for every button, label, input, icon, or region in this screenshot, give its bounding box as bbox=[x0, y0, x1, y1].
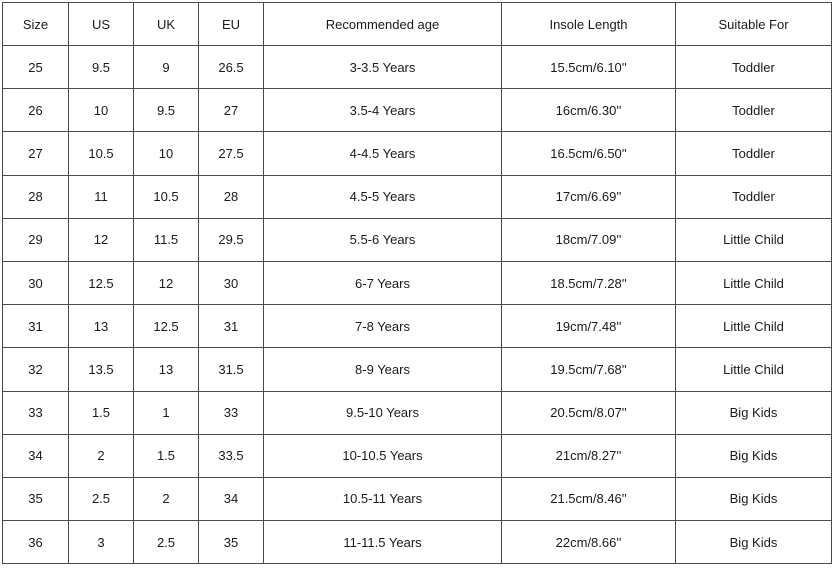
table-row bbox=[3, 132, 832, 175]
cell-size: 34 bbox=[3, 434, 69, 477]
cell-uk: 11.5 bbox=[134, 218, 199, 261]
cell-suitable-for: Little Child bbox=[676, 348, 832, 391]
cell-recommended-age: 11-11.5 Years bbox=[264, 521, 502, 564]
cell-size: 28 bbox=[3, 175, 69, 218]
size-chart-table bbox=[2, 2, 832, 564]
header-row bbox=[3, 3, 832, 46]
cell-recommended-age: 6-7 Years bbox=[264, 261, 502, 304]
cell-eu: 35 bbox=[199, 521, 264, 564]
cell-recommended-age: 3.5-4 Years bbox=[264, 89, 502, 132]
cell-uk: 9 bbox=[134, 46, 199, 89]
cell-recommended-age: 8-9 Years bbox=[264, 348, 502, 391]
cell-insole-length: 17cm/6.69'' bbox=[502, 175, 676, 218]
cell-us: 12 bbox=[69, 218, 134, 261]
cell-eu: 26.5 bbox=[199, 46, 264, 89]
cell-insole-length: 18cm/7.09'' bbox=[502, 218, 676, 261]
cell-eu: 27 bbox=[199, 89, 264, 132]
cell-suitable-for: Big Kids bbox=[676, 521, 832, 564]
cell-recommended-age: 4-4.5 Years bbox=[264, 132, 502, 175]
cell-recommended-age: 7-8 Years bbox=[264, 305, 502, 348]
header-us: US bbox=[69, 3, 134, 46]
cell-insole-length: 19.5cm/7.68'' bbox=[502, 348, 676, 391]
cell-us: 11 bbox=[69, 175, 134, 218]
cell-eu: 34 bbox=[199, 477, 264, 520]
cell-us: 12.5 bbox=[69, 261, 134, 304]
cell-suitable-for: Toddler bbox=[676, 89, 832, 132]
table-row bbox=[3, 261, 832, 304]
cell-size: 33 bbox=[3, 391, 69, 434]
cell-recommended-age: 3-3.5 Years bbox=[264, 46, 502, 89]
cell-suitable-for: Big Kids bbox=[676, 477, 832, 520]
cell-suitable-for: Toddler bbox=[676, 46, 832, 89]
cell-insole-length: 20.5cm/8.07'' bbox=[502, 391, 676, 434]
cell-size: 32 bbox=[3, 348, 69, 391]
cell-uk: 2.5 bbox=[134, 521, 199, 564]
cell-insole-length: 21cm/8.27'' bbox=[502, 434, 676, 477]
cell-us: 13 bbox=[69, 305, 134, 348]
cell-size: 36 bbox=[3, 521, 69, 564]
cell-us: 1.5 bbox=[69, 391, 134, 434]
table-row bbox=[3, 391, 832, 434]
cell-insole-length: 15.5cm/6.10'' bbox=[502, 46, 676, 89]
cell-uk: 9.5 bbox=[134, 89, 199, 132]
cell-size: 25 bbox=[3, 46, 69, 89]
cell-uk: 10.5 bbox=[134, 175, 199, 218]
cell-recommended-age: 10-10.5 Years bbox=[264, 434, 502, 477]
cell-eu: 31 bbox=[199, 305, 264, 348]
cell-suitable-for: Little Child bbox=[676, 261, 832, 304]
header-recommended-age: Recommended age bbox=[264, 3, 502, 46]
cell-eu: 29.5 bbox=[199, 218, 264, 261]
table-row bbox=[3, 175, 832, 218]
table-row bbox=[3, 348, 832, 391]
table-body bbox=[3, 46, 832, 564]
header-uk: UK bbox=[134, 3, 199, 46]
header-suitable-for: Suitable For bbox=[676, 3, 832, 46]
cell-eu: 27.5 bbox=[199, 132, 264, 175]
cell-us: 9.5 bbox=[69, 46, 134, 89]
table-row bbox=[3, 305, 832, 348]
cell-uk: 1.5 bbox=[134, 434, 199, 477]
cell-uk: 10 bbox=[134, 132, 199, 175]
cell-us: 13.5 bbox=[69, 348, 134, 391]
cell-insole-length: 21.5cm/8.46'' bbox=[502, 477, 676, 520]
table-row bbox=[3, 477, 832, 520]
cell-insole-length: 16cm/6.30'' bbox=[502, 89, 676, 132]
cell-us: 2 bbox=[69, 434, 134, 477]
table-row bbox=[3, 521, 832, 564]
cell-insole-length: 18.5cm/7.28'' bbox=[502, 261, 676, 304]
cell-us: 2.5 bbox=[69, 477, 134, 520]
cell-suitable-for: Little Child bbox=[676, 218, 832, 261]
table-row bbox=[3, 46, 832, 89]
table-row bbox=[3, 434, 832, 477]
cell-recommended-age: 9.5-10 Years bbox=[264, 391, 502, 434]
cell-us: 10 bbox=[69, 89, 134, 132]
cell-uk: 13 bbox=[134, 348, 199, 391]
cell-size: 31 bbox=[3, 305, 69, 348]
cell-uk: 2 bbox=[134, 477, 199, 520]
cell-recommended-age: 4.5-5 Years bbox=[264, 175, 502, 218]
cell-eu: 30 bbox=[199, 261, 264, 304]
cell-uk: 1 bbox=[134, 391, 199, 434]
cell-size: 35 bbox=[3, 477, 69, 520]
cell-suitable-for: Little Child bbox=[676, 305, 832, 348]
cell-size: 29 bbox=[3, 218, 69, 261]
cell-us: 10.5 bbox=[69, 132, 134, 175]
table-row bbox=[3, 218, 832, 261]
cell-eu: 33 bbox=[199, 391, 264, 434]
cell-size: 27 bbox=[3, 132, 69, 175]
cell-suitable-for: Big Kids bbox=[676, 434, 832, 477]
cell-us: 3 bbox=[69, 521, 134, 564]
cell-eu: 33.5 bbox=[199, 434, 264, 477]
header-insole-length: Insole Length bbox=[502, 3, 676, 46]
header-size: Size bbox=[3, 3, 69, 46]
cell-size: 30 bbox=[3, 261, 69, 304]
cell-insole-length: 19cm/7.48'' bbox=[502, 305, 676, 348]
cell-insole-length: 16.5cm/6.50'' bbox=[502, 132, 676, 175]
cell-insole-length: 22cm/8.66'' bbox=[502, 521, 676, 564]
cell-eu: 28 bbox=[199, 175, 264, 218]
cell-uk: 12.5 bbox=[134, 305, 199, 348]
cell-suitable-for: Toddler bbox=[676, 175, 832, 218]
cell-size: 26 bbox=[3, 89, 69, 132]
cell-uk: 12 bbox=[134, 261, 199, 304]
cell-recommended-age: 5.5-6 Years bbox=[264, 218, 502, 261]
cell-suitable-for: Toddler bbox=[676, 132, 832, 175]
cell-recommended-age: 10.5-11 Years bbox=[264, 477, 502, 520]
cell-suitable-for: Big Kids bbox=[676, 391, 832, 434]
cell-eu: 31.5 bbox=[199, 348, 264, 391]
header-eu: EU bbox=[199, 3, 264, 46]
table-header bbox=[3, 3, 832, 46]
table-row bbox=[3, 89, 832, 132]
